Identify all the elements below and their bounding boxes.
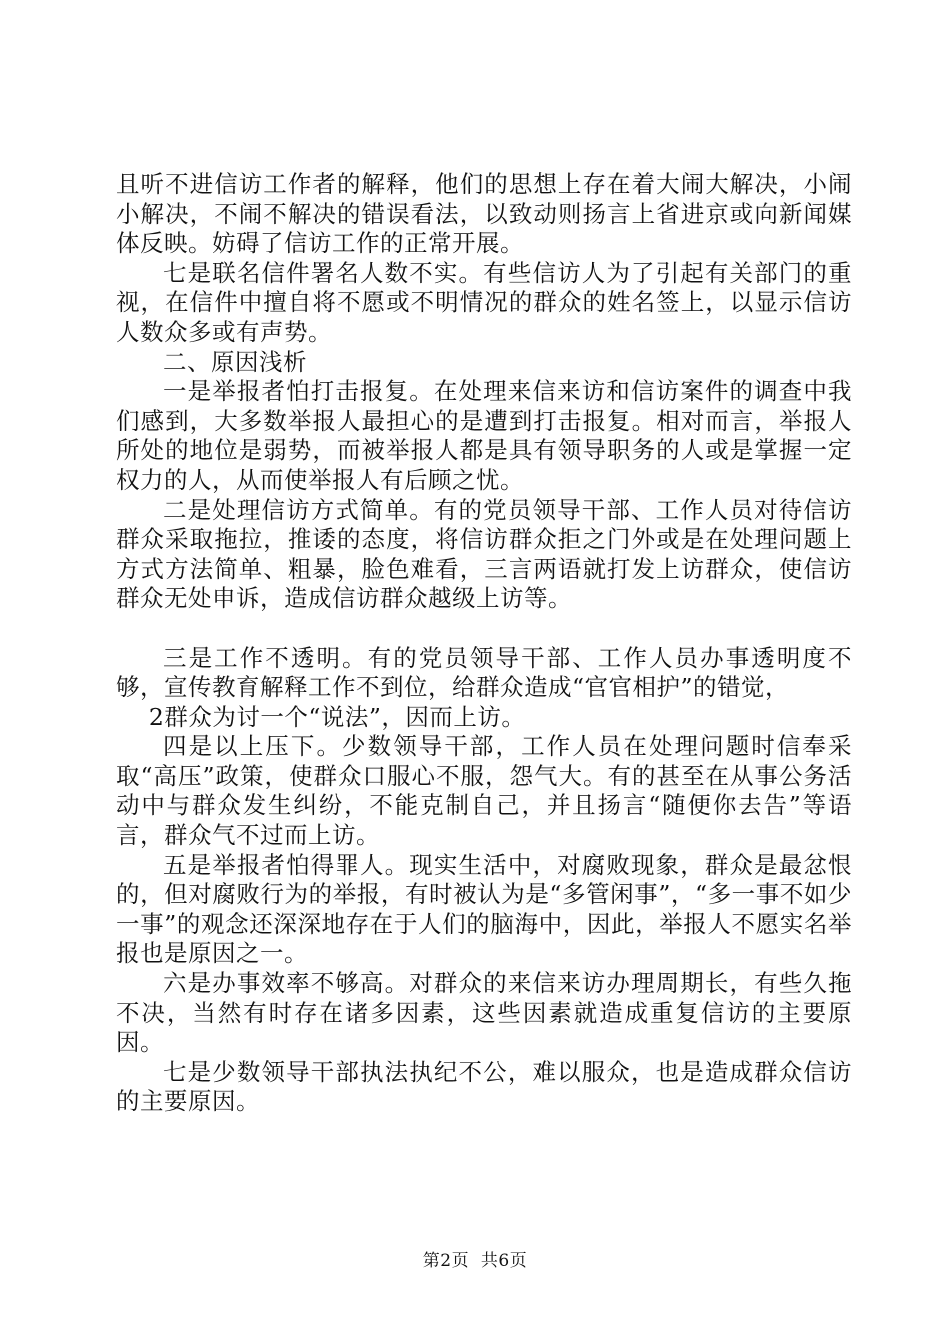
paragraph-cause-three: 三是工作不透明。有的党员领导干部、工作人员办事透明度不够，宣传教育解释工作不到位，给群众造成“官官相护”的错觉， (116, 643, 852, 702)
paragraph-point-seven-signatures: 七是联名信件署名人数不实。有些信访人为了引起有关部门的重视，在信件中擅自将不愿或不明情况的群众的姓名签上，以显示信访人数众多或有声势。 (116, 258, 852, 346)
page-number-label: 第2页 共6页 (422, 1251, 528, 1271)
paragraph-cause-one: 一是举报者怕打击报复。在处理来信来访和信访案件的调查中我们感到，大多数举报人最担心的是遭到打击报复。相对而言，举报人所处的地位是弱势，而被举报人都是具有领导职务的人或是掌握一定权力的人，从而使举报人有后顾之忧。 (116, 377, 852, 494)
paragraph-cause-six: 六是办事效率不够高。对群众的来信来访办理周期长，有些久拖不决，当然有时存在诸多因素，这些因素就造成重复信访的主要原因。 (116, 969, 852, 1057)
paragraph-cause-five: 五是举报者怕得罪人。现实生活中，对腐败现象，群众是最忿恨的，但对腐败行为的举报，有时被认为是“多管闲事”，“多一事不如少一事”的观念还深深地存在于人们的脑海中，因此，举报人不愿实名举报也是原因之一。 (116, 850, 852, 968)
document-body (116, 170, 852, 1117)
paragraph-cause-four: 四是以上压下。少数领导干部，工作人员在处理问题时信奉采取“高压”政策，使群众口服心不服，怨气大。有的甚至在从事公务活动中与群众发生纠纷，不能克制自己，并且扬言“随便你去告”等语言，群众气不过而上访。 (116, 732, 852, 850)
paragraph-cause-two: 二是处理信访方式简单。有的党员领导干部、工作人员对待信访群众采取拖拉，推诿的态度，将信访群众拒之门外或是在处理问题上方式方法简单、粗暴，脸色难看，三言两语就打发上访群众，使信访群众无处申诉，造成信访群众越级上访等。 (116, 495, 852, 613)
paragraph-gap (116, 614, 852, 644)
section-heading-cause-analysis: 二、原因浅析 (163, 347, 307, 376)
paragraph-continuation: 且听不进信访工作者的解释，他们的思想上存在着大闹大解决，小闹小解决，不闹不解决的错误看法，以致动则扬言上省进京或向新闻媒体反映。妨碍了信访工作的正常开展。 (116, 170, 852, 258)
paragraph-cause-three-continued: 2群众为讨一个“说法”，因而上访。 (148, 702, 526, 731)
page-footer (0, 1246, 950, 1271)
paragraph-cause-seven: 七是少数领导干部执法执纪不公，难以服众，也是造成群众信访的主要原因。 (116, 1057, 852, 1116)
